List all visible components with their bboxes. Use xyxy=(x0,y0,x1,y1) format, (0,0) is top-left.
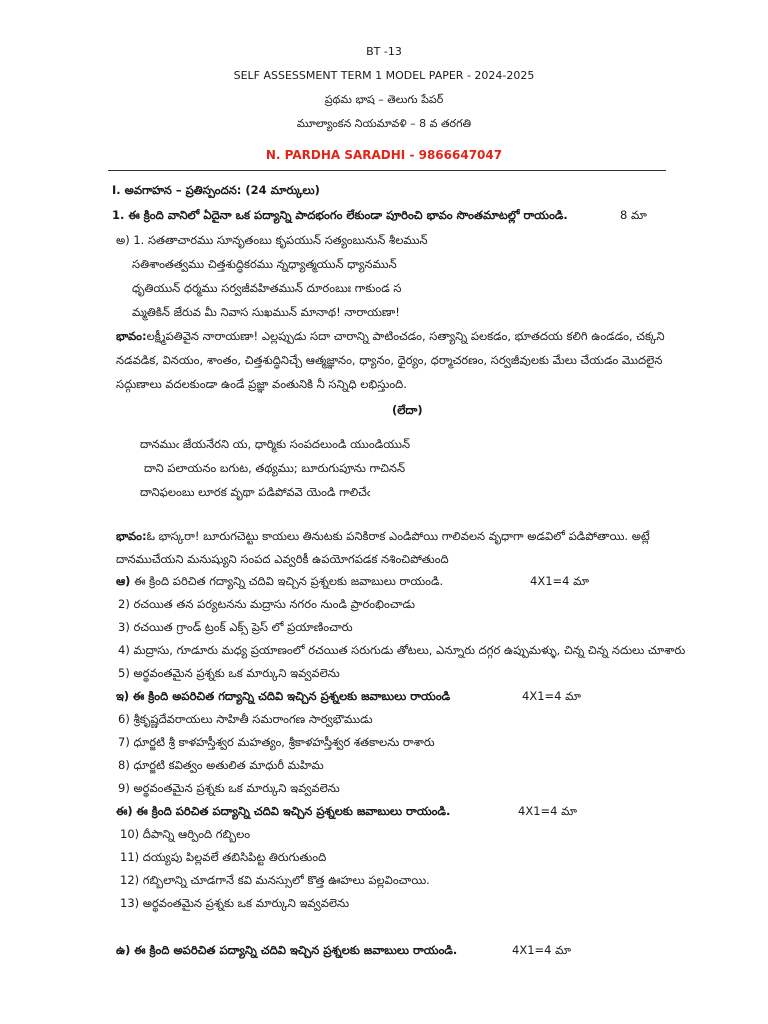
answer-item: 3) రచయిత గ్రాండ్ ట్రంక్ ఎక్స్ ప్రెస్ లో ప్రయాణించారు xyxy=(118,620,353,634)
bhavam1-text: లక్ష్మీపతివైన నారాయణా! ఎల్లప్పుడు సదా చారాన్ని పాటించడం, సత్యాన్ని పలకడం, భూతదయ కలిగి ఉండడం, చక్కని xyxy=(146,329,665,343)
paper-title: SELF ASSESSMENT TERM 1 MODEL PAPER - 2024-2025 xyxy=(233,69,535,82)
bhavam2-line: దానముచేయని మనుష్యుని సంపద ఎవ్వరికీ ఉపయోగపడక నశించిపోతుంది xyxy=(116,552,449,566)
answer-item: 4) మద్రాసు, గూడూరు మధ్య ప్రయాణంలో రచయిత సరుగుడు తోటలు, ఎన్నూరు దగ్గర ఉప్పుమళ్ళు, చిన్న చిన్న నదులు చూశారు xyxy=(118,643,686,657)
poem1-line: ధృతియున్ ధర్మము సర్వజీవహితమున్ దూరంబుః గాకుండ స xyxy=(132,281,402,295)
answer-item: 7) ధూర్జటి శ్రీ కాళహస్తీశ్వర మహత్యం, శ్రీకాళహస్తీశ్వర శతకాలను రాశారు xyxy=(118,735,435,749)
answer-item: 2) రచయిత తన పర్యటనను మద్రాసు నగరం నుండి ప్రారంభించాడు xyxy=(118,597,415,611)
answer-item: 11) దయ్యపు పిల్లవలే తబిసిపిట్ట తిరుగుతుంది xyxy=(120,850,327,864)
question-u-text: ఈ క్రింది అపరిచిత పద్యాన్ని చదివి ఇచ్చిన ప్రశ్నలకు జవాబులు రాయండి. xyxy=(134,943,458,957)
question-u-label: ఉ) xyxy=(116,943,131,957)
author-line: N. PARDHA SARADHI - 9866647047 xyxy=(265,148,503,162)
question-ee xyxy=(116,803,450,819)
question-ee-marks: 4X1=4 మా xyxy=(518,804,577,818)
paper-language: ప్రథమ భాష – తెలుగు పేపర్ xyxy=(324,93,444,106)
poem1-line: మ్మతికిన్ జేరువ మీ నివాస సుఖమున్ మానాథ! నారాయణా! xyxy=(132,305,400,319)
bhavam1-line: సద్గుణాలు వదలకుండా ఉండే ప్రజ్ఞా వంతునికి నీ సన్నిధి లభిస్తుంది. xyxy=(116,377,407,391)
bhavam2-first-line xyxy=(116,528,650,544)
section-heading: I. అవగాహన – ప్రతిస్పందన: (24 మార్కులు) xyxy=(112,183,320,197)
answer-item: 10) దీపాన్ని ఆర్పింది గబ్బిలం xyxy=(120,827,251,841)
question-u-marks: 4X1=4 మా xyxy=(512,943,571,957)
answer-item: 6) శ్రీకృష్ణదేవరాయలు సాహితీ సమరాంగణ సార్వభౌముడు xyxy=(118,712,373,726)
question-aa xyxy=(116,573,443,589)
question-u xyxy=(116,942,457,958)
bhavam1-first-line xyxy=(116,328,665,344)
poem2-line: దానిఫలంబు లూరక వృథా పడిపోవవె యెండి గాలిచేఁ xyxy=(140,485,371,499)
bhavam-label: భావం: xyxy=(116,529,147,543)
paper-code: BT -13 xyxy=(366,45,402,58)
question-1: 1. ఈ క్రింది వానిలో ఏదైనా ఒక పద్యాన్ని పాదభంగం లేకుండా పూరించి భావం సొంతమాటల్లో రాయండి. xyxy=(112,208,568,222)
bhavam1-line: నడవడిక, వినయం, శాంతం, చిత్తశుద్ధినిచ్చే ఆత్మజ్ఞానం, ధ్యానం, ధైర్యం, ధర్మాచరణం, సర్వజీవులకు మేలు చేయడం మొదలైన xyxy=(116,353,663,367)
question-i xyxy=(116,688,450,704)
question-i-marks: 4X1=4 మా xyxy=(522,689,581,703)
poem2-line: దాని పలాయనం బగుట, తథ్యము; బూరుగుపూను గాచినన్ xyxy=(144,461,406,475)
poem1-line: అ) 1. సతతాచారము సూనృతంబు కృపయున్ సత్యంబునున్ శీలమున్ xyxy=(116,233,428,247)
question-i-label: ఇ) xyxy=(116,689,130,703)
poem1-line: సతిశాంతత్వము చిత్తశుద్ధికరము న్నధ్యాత్మయున్ ధ్యానమున్ xyxy=(132,257,397,271)
answer-item: 12) గబ్బిలాన్ని చూడగానే కవి మనస్సులో కొత్త ఊహలు పల్లవించాయి. xyxy=(120,873,430,887)
poem2-line: దానముఁ జేయనేరని య, ధార్మికు సంపదలుండి యుండియున్ xyxy=(140,437,411,451)
or-label: (లేదా) xyxy=(392,403,423,417)
question-ee-text: ఈ క్రింది పరిచిత పద్యాన్ని చదివి ఇచ్చిన ప్రశ్నలకు జవాబులు రాయండి. xyxy=(136,804,451,818)
bhavam2-text: ఓ భాస్కరా! బూరుగచెట్టు కాయలు తినుటకు పనికిరాక ఎండిపోయి గాలివలన వృధాగా అడవిలో పడిపోతాయి. అట్లే xyxy=(146,529,650,543)
answer-item: 13) అర్థవంతమైన ప్రశ్నకు ఒక మార్కుని ఇవ్వవలెను xyxy=(120,896,350,910)
question-ee-label: ఈ) xyxy=(116,804,133,818)
header-divider xyxy=(108,170,666,171)
answer-item: 9) అర్థవంతమైన ప్రశ్నకు ఒక మార్కుని ఇవ్వవలెను xyxy=(118,781,340,795)
answer-item: 8) ధూర్జటి కవిత్వం అతులిత మాధురీ మహిమ xyxy=(118,758,324,772)
question-aa-label: ఆ) xyxy=(116,574,131,588)
answer-item: 5) అర్థవంతమైన ప్రశ్నకు ఒక మార్కుని ఇవ్వవలెను xyxy=(118,666,340,680)
question-aa-text: ఈ క్రింది పరిచిత గద్యాన్ని చదివి ఇచ్చిన ప్రశ్నలకు జవాబులు రాయండి. xyxy=(134,574,444,588)
bhavam-label: భావం: xyxy=(116,329,147,343)
question-aa-marks: 4X1=4 మా xyxy=(530,574,589,588)
question-i-text: ఈ క్రింది అపరిచిత గద్యాన్ని చదివి ఇచ్చిన ప్రశ్నలకు జవాబులు రాయండి xyxy=(132,689,451,703)
question-1-marks: 8 మా xyxy=(620,208,647,222)
paper-scheme: మూల్యాంకన నియమావళి – 8 వ తరగతి xyxy=(296,117,472,130)
